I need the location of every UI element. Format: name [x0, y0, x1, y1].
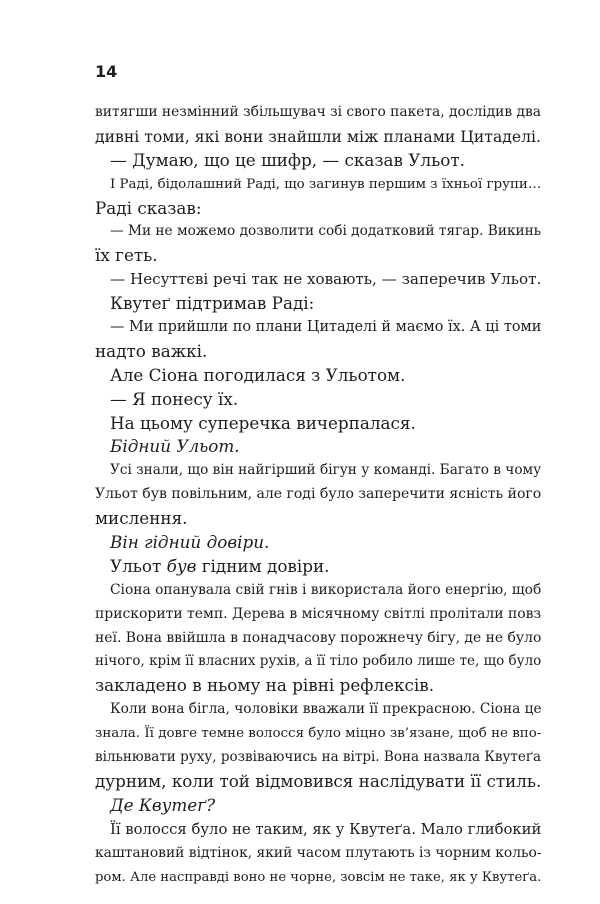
text-line: Де Квутеґ? — [110, 794, 216, 815]
text-line — [95, 555, 541, 579]
text-line: — Ми не можемо дозволити собі додатковий тягар. Викинь — [110, 223, 542, 240]
text-line: — Думаю, що це шифр, — сказав Ульот. — [110, 149, 465, 170]
text-line: нічого, крім її власних рухів, а її тіло робило лише те, що було — [95, 653, 542, 670]
text-line: вільнювати руху, розвіваючись на вітрі. Вона назвала Квутеґа — [95, 749, 542, 766]
text-line: Коли вона бігла, чоловіки вважали її прекрасною. Сіона це — [110, 701, 542, 718]
text-line: Усі знали, що він найгірший бігун у команді. Багато в чому — [110, 462, 542, 479]
text-line: Ульот був повільним, але годі було заперечити ясність його — [95, 486, 542, 503]
text-line: Він гідний довіри. — [110, 532, 270, 553]
body-text — [95, 101, 541, 889]
text-line: знала. Її довге темне волосся було міцно зв’язане, щоб не впо- — [95, 726, 542, 742]
text-line: Але Сіона погодилася з Ульотом. — [110, 364, 406, 385]
text-fragment: Ульот — [110, 555, 167, 576]
text-line: неї. Вона ввійшла в понадчасову порожнечу бігу, де не було — [95, 629, 542, 646]
text-line: І Раді, бідолашний Раді, що загинув першим з їхньої групи… — [110, 176, 542, 192]
text-line: прискорити темп. Дерева в місячному світлі пролітали повз — [95, 605, 542, 622]
text-line: дурним, коли той відмовився наслідувати її стиль. — [95, 770, 542, 791]
text-line: — Я понесу їх. — [110, 388, 239, 409]
text-fragment: гідним довіри. — [196, 555, 330, 576]
text-line: Її волосся було не таким, як у Квутеґа. Мало глибокий — [110, 820, 542, 838]
text-line: — Несуттєві речі так не ховають, — заперечив Ульот. — [110, 270, 542, 289]
italic-fragment: був — [166, 555, 197, 576]
text-line: закладено в ньому на рівні рефлексів. — [95, 675, 435, 696]
text-line: мислення. — [95, 508, 188, 529]
text-line: каштановий відтінок, який часом плутають із чорним кольо- — [95, 844, 542, 861]
text-line: їх геть. — [95, 245, 158, 266]
text-line: надто важкі. — [95, 340, 208, 361]
page-number: 14 — [95, 62, 118, 81]
text-line: Раді сказав: — [95, 197, 202, 218]
text-line: дивні томи, які вони знайшли між планами Цитаделі. — [95, 126, 542, 146]
text-line: — Ми прийшли по плани Цитаделі й маємо їх. А ці томи — [110, 319, 542, 336]
text-line: витягши незмінний збільшувач зі свого пакета, дослідив два — [95, 104, 542, 120]
text-line: ром. Але насправді воно не чорне, зовсім не таке, як у Квутеґа. — [95, 869, 542, 885]
text-line: Квутеґ підтримав Раді: — [110, 293, 315, 314]
text-line: Бідний Ульот. — [110, 436, 240, 457]
text-line: На цьому суперечка вичерпалася. — [110, 412, 416, 433]
text-line: Сіона опанувала свій гнів і використала його енергію, щоб — [110, 581, 542, 598]
